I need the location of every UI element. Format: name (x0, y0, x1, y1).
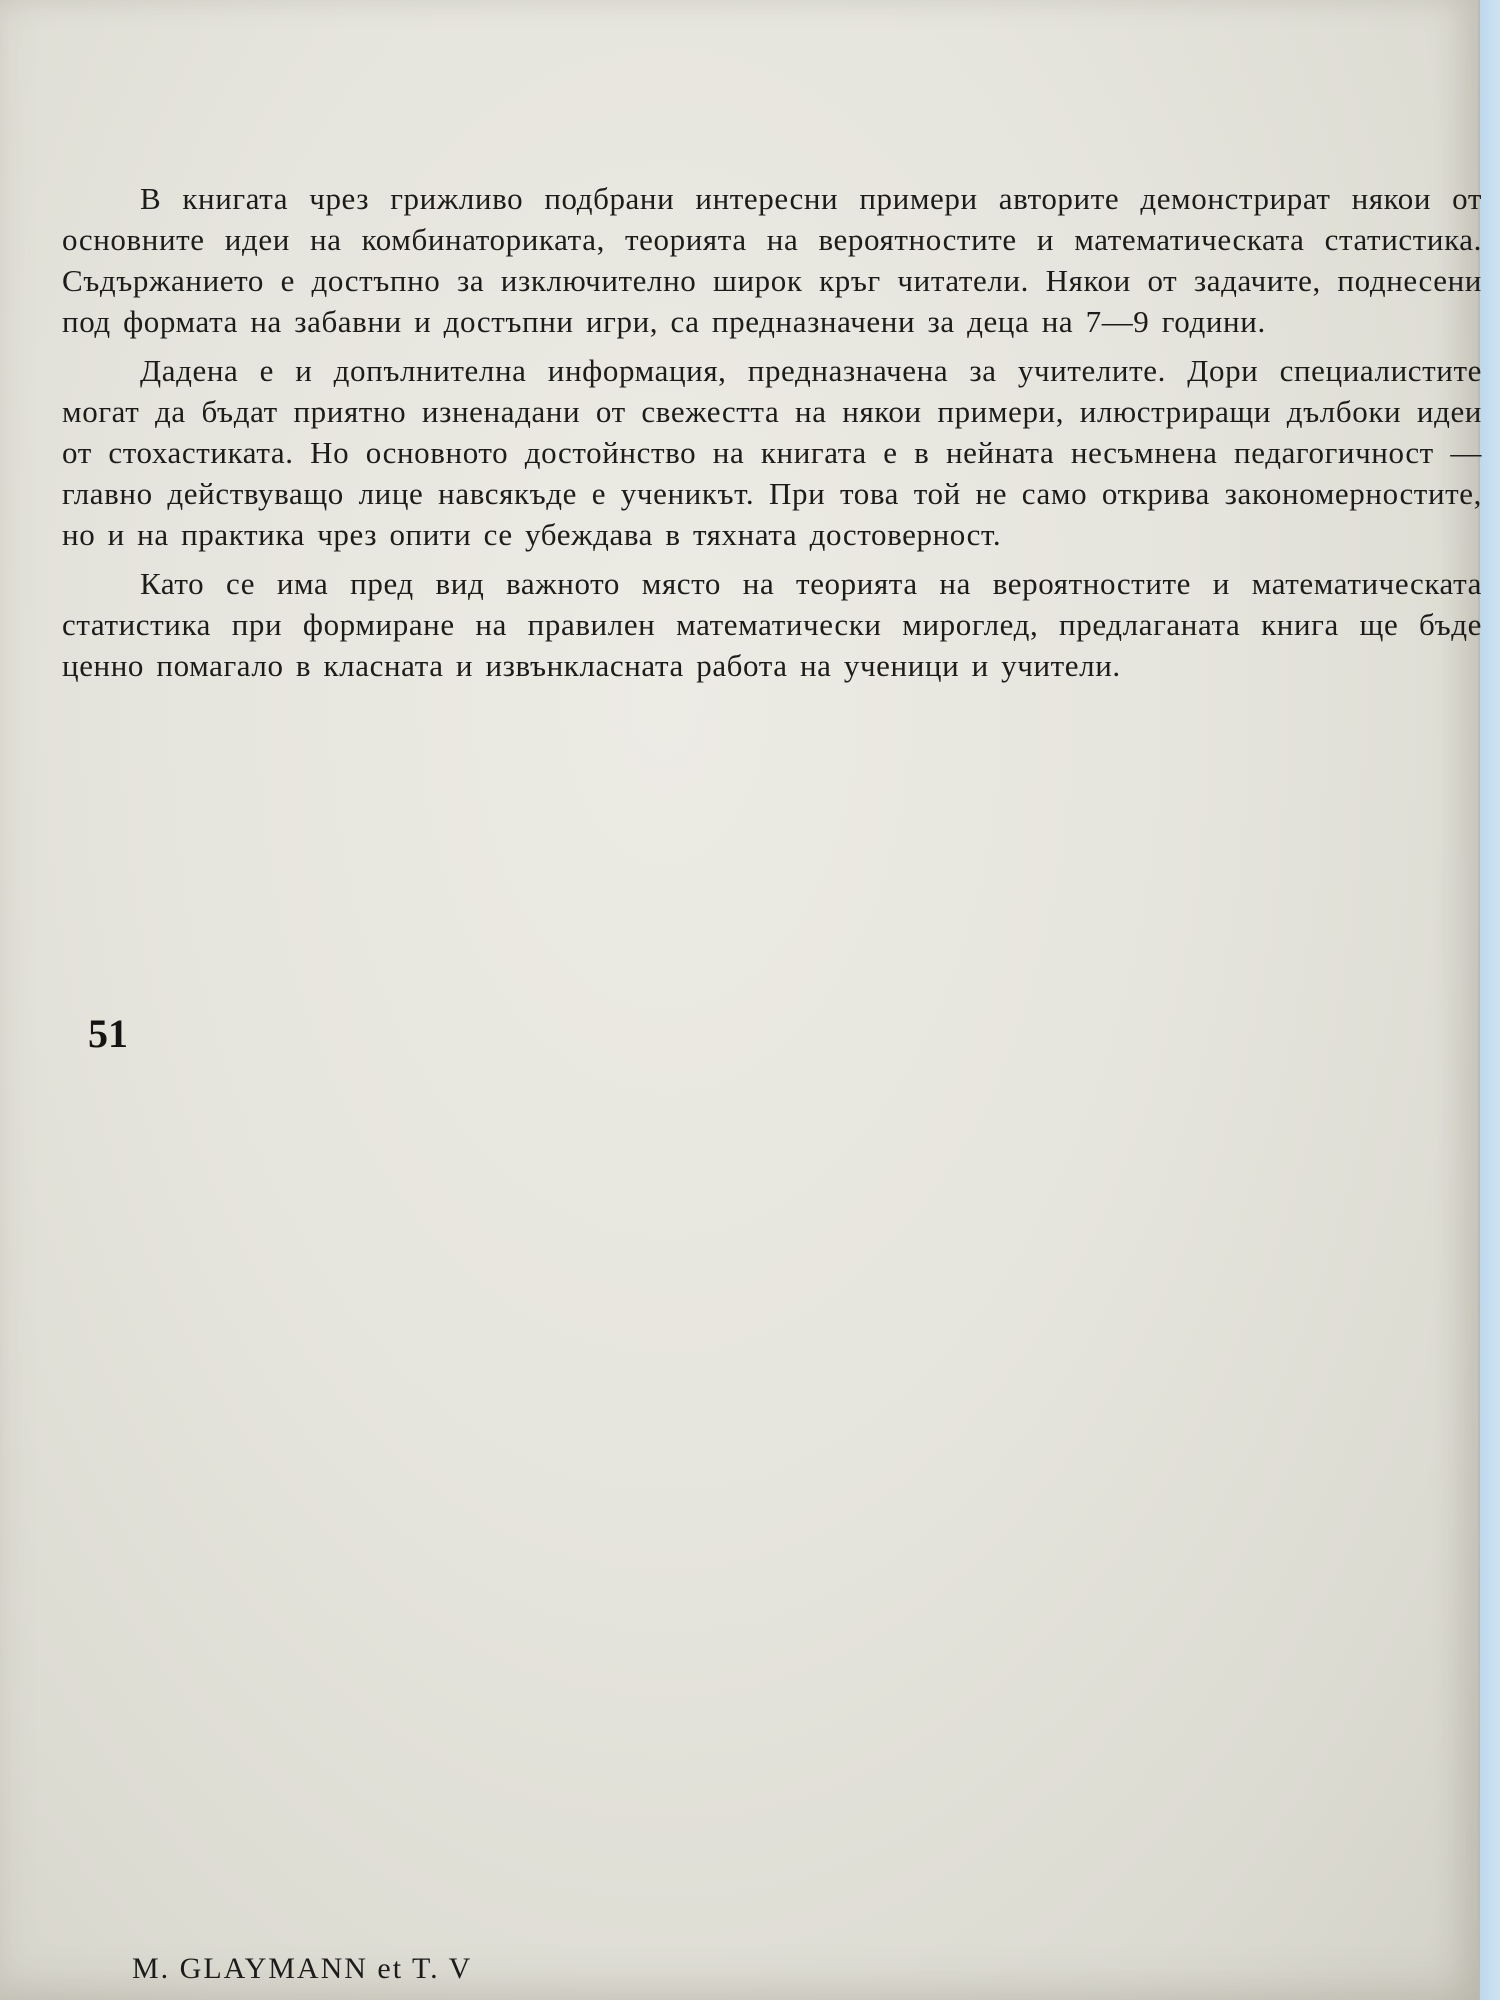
page-number: 51 (88, 1011, 128, 1056)
paragraph-1-text: В книгата чрез грижливо подбрани интересни примери авторите демонстрират някои от основните идеи на комбинаториката, теорията на вероятностите и математическата статистика. Съдържанието е достъпно за изключително широк кръг читатели. Някои от задачите, поднесени под формата на забавни и достъпни игри, са предназначени за деца на 7—9 години. (62, 181, 1482, 339)
paragraph-2-text: Дадена е и допълнителна информация, предназначена за учителите. Дори специалистите могат да бъдат приятно изненадани от свежестта на някои примери, илюстриращи дълбоки идеи от стохастиката. Но основното достойнство на книгата е в нейната несъмнена педагогичност — главно действуващо лице навсякъде е ученикът. При това той не само открива закономерностите, но и на практика чрез опити се убеждава в тяхната достоверност. (62, 353, 1482, 552)
paragraph-3-text: Като се има пред вид важното място на теорията на вероятностите и математическата статистика при формиране на правилен математически мироглед, предлаганата книга ще бъде ценно помагало в класната и извънкласната работа на ученици и учители. (62, 566, 1482, 683)
paragraph-1 (62, 178, 1482, 342)
paragraph-2 (62, 350, 1482, 555)
body-text (62, 178, 1482, 694)
paragraph-3 (62, 563, 1482, 686)
footer-author-line: M. GLAYMANN et T. V (132, 1952, 473, 1985)
